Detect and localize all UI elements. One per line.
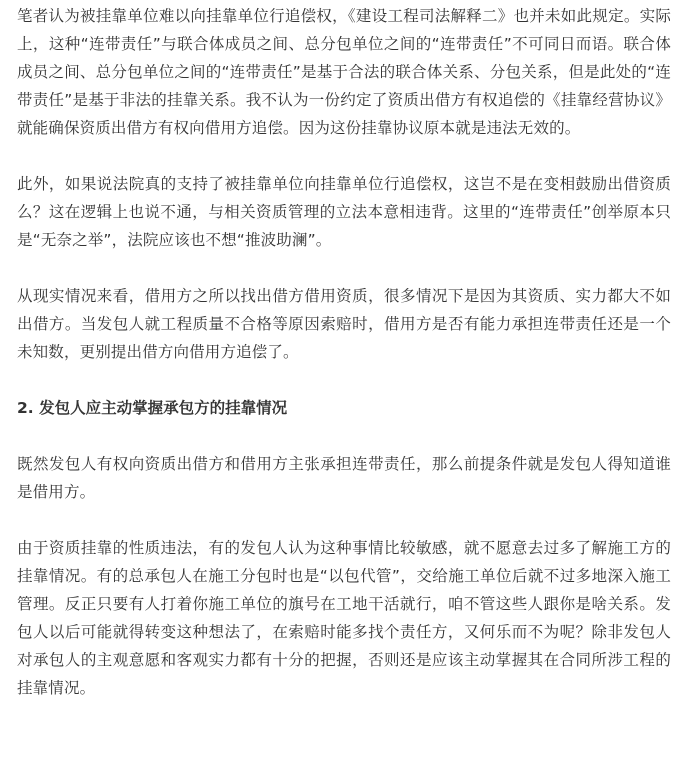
paragraph-court-support-logic: 此外，如果说法院真的支持了被挂靠单位向挂靠单位行追偿权，这岂不是在变相鼓励出借资质么？这在逻辑上也说不通，与相关资质管理的立法本意相违背。这里的“连带责任”创举原本只是“无奈之举”，法院应该也不想“推波助澜”。 bbox=[17, 175, 671, 249]
section-heading: 2. 发包人应主动掌握承包方的挂靠情况 bbox=[17, 399, 288, 417]
paragraph-proactive-grasp: 由于资质挂靠的性质违法，有的发包人认为这种事情比较敏感，就不愿意去过多了解施工方的挂靠情况。有的总承包人在施工分包时也是“以包代管”，交给施工单位后就不过多地深入施工管理。反正只要有人打着你施工单位的旗号在工地干活就行，咱不管这些人跟你是啥关系。发包人以后可能就得转变这种想法了，在索赔时能多找个责任方，又何乐而不为呢？除非发包人对承包人的主观意愿和客观实力都有十分的把握，否则还是应该主动掌握其在合同所涉工程的挂靠情况。 bbox=[17, 539, 671, 697]
paragraph-practical-situation: 从现实情况来看，借用方之所以找出借方借用资质，很多情况下是因为其资质、实力都大不如出借方。当发包人就工程质量不合格等原因索赔时，借用方是否有能力承担连带责任还是一个未知数，更别提出借方向借用方追偿了。 bbox=[17, 287, 671, 361]
paragraph-know-borrower: 既然发包人有权向资质出借方和借用方主张承担连带责任，那么前提条件就是发包人得知道谁是借用方。 bbox=[17, 455, 671, 501]
paragraph-joint-liability-recourse: 笔者认为被挂靠单位难以向挂靠单位行追偿权，《建设工程司法解释二》也并未如此规定。实际上，这种“连带责任”与联合体成员之间、总分包单位之间的“连带责任”不可同日而语。联合体成员之间、总分包单位之间的“连带责任”是基于合法的联合体关系、分包关系，但是此处的“连带责任”是基于非法的挂靠关系。我不认为一份约定了资质出借方有权追偿的《挂靠经营协议》就能确保资质出借方有权向借用方追偿。因为这份挂靠协议原本就是违法无效的。 bbox=[17, 7, 671, 137]
